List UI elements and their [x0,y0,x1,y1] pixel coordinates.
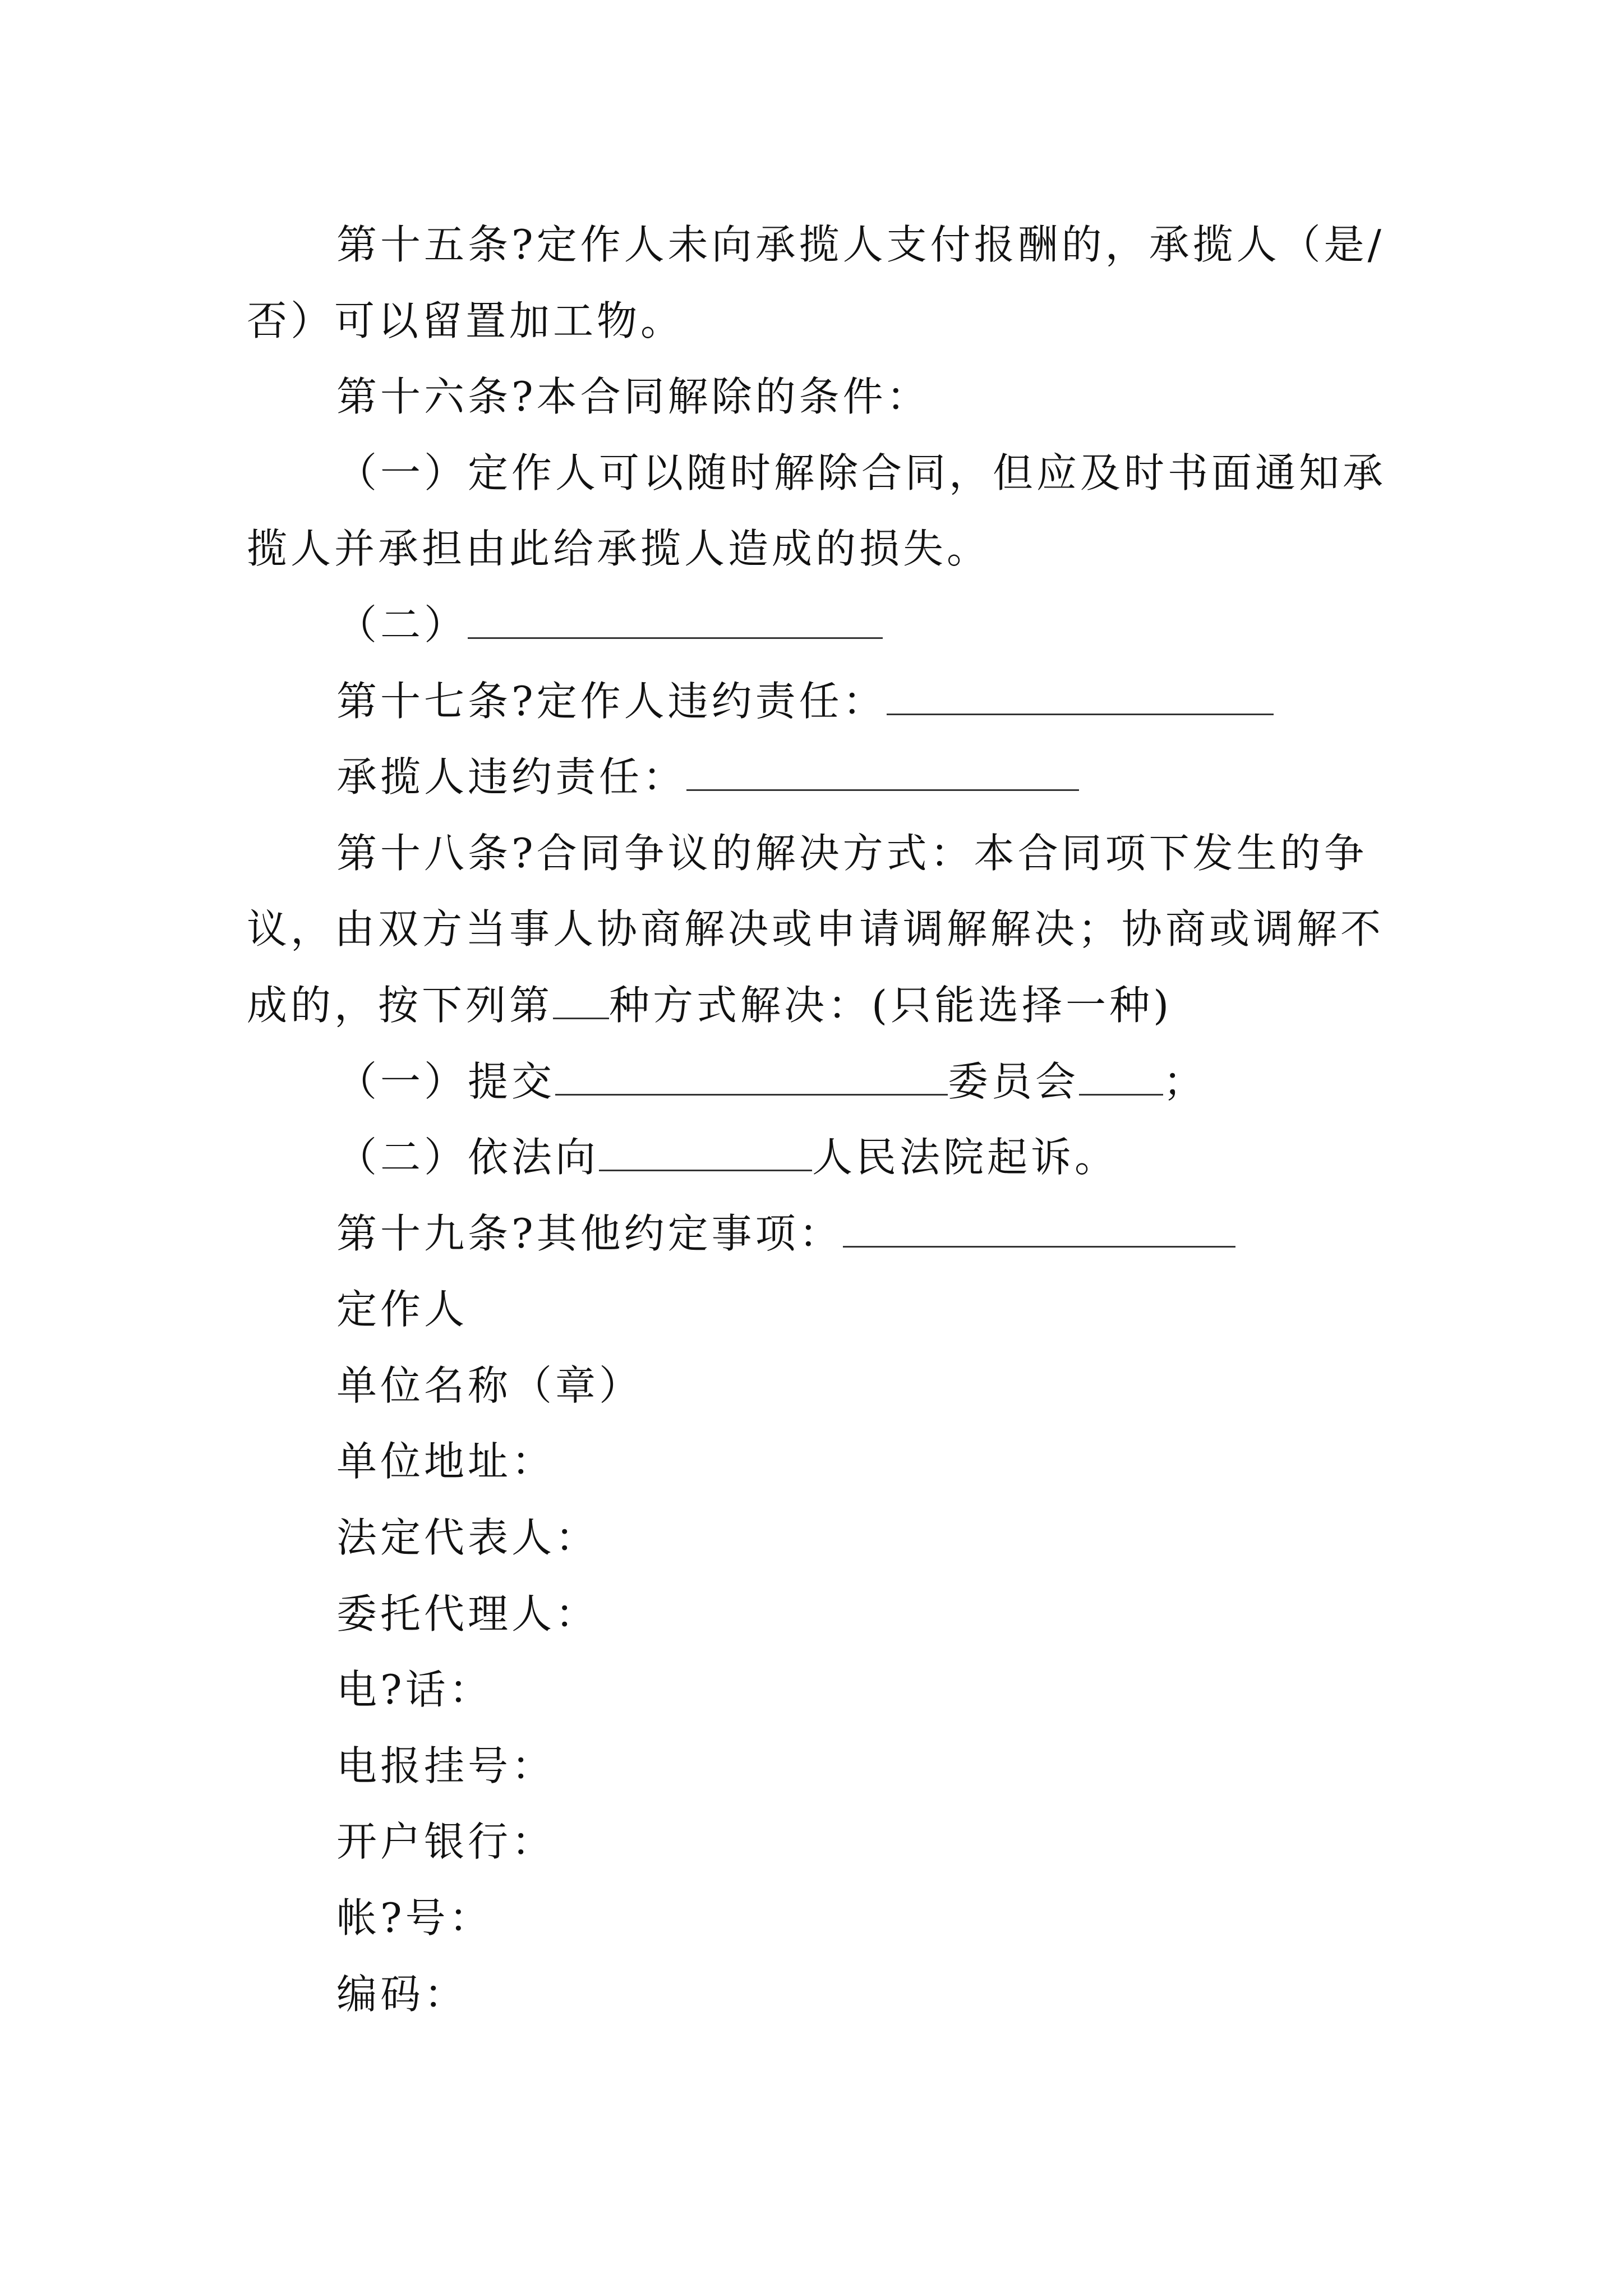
blank-field [686,753,1079,791]
article-18-line-2 [247,902,1391,956]
option-1-middle: 委员会 [948,1058,1080,1105]
contractor-liability-text: 承揽人违约责任： [336,753,687,800]
option-2-prefix: （二）依法向 [336,1134,600,1181]
blank-field [599,1134,812,1171]
article-19-text: 第十九条?其他约定事项： [336,1210,843,1257]
bank-label: 开户银行： [336,1818,556,1865]
contractor-liability-line [336,750,1391,804]
blank-field [843,1210,1235,1248]
signature-unit-name [336,1359,1391,1412]
postcode-label: 编码： [336,1971,468,2018]
article-15-text-cont: 否）可以留置加工物。 [247,297,685,344]
signature-account [336,1891,1391,1945]
article-15-line-1 [336,218,1391,272]
blank-field [887,678,1274,715]
article-18-text-cont: 议，由双方当事人协商解决或申请调解解决；协商或调解不 [247,905,1385,953]
article-16-text: 第十六条?本合同解除的条件： [336,373,930,420]
article-16-item-1-line-2 [247,522,1391,576]
blank-field [1079,1058,1163,1096]
option-1-suffix: ； [1163,1058,1207,1105]
article-16-item-1-text: （一）定作人可以随时解除合同，但应及时书面通知承 [336,449,1387,496]
article-15-text: 第十五条?定作人未向承揽人支付报酬的，承揽人（是/ [336,221,1385,268]
signature-bank [336,1815,1391,1869]
article-17-text: 第十七条?定作人违约责任： [336,678,887,725]
option-1-prefix: （一）提交 [336,1058,556,1105]
option-2-suffix: 人民法院起诉。 [812,1134,1119,1181]
article-18-line-1 [336,826,1391,880]
blank-field [555,1058,948,1096]
agent-label: 委托代理人： [336,1590,600,1637]
unit-name-label: 单位名称（章） [336,1362,643,1409]
signature-phone [336,1663,1391,1717]
article-18-text: 第十八条?合同争议的解决方式：本合同项下发生的争 [336,830,1368,877]
article-18-option-1 [336,1055,1391,1108]
article-18-line-3 [247,978,1391,1032]
article-16-heading [336,370,1391,424]
signature-telegraph [336,1739,1391,1793]
party-label: 定作人 [336,1286,468,1333]
unit-address-label: 单位地址： [336,1438,556,1485]
blank-field [553,982,609,1019]
article-18-option-2 [336,1130,1391,1184]
signature-agent [336,1587,1391,1641]
article-15-line-2 [247,294,1391,348]
article-16-item-1-line-1 [336,446,1391,500]
article-16-item-2-label: （二） [336,601,468,648]
article-17-line [336,674,1391,728]
signature-unit-address [336,1434,1391,1488]
account-label: 帐?号： [336,1894,493,1941]
article-19-line [336,1207,1391,1260]
legal-rep-label: 法定代表人： [336,1514,600,1561]
telegraph-label: 电报挂号： [336,1742,556,1789]
article-18-choice-prefix: 成的，按下列第 [247,982,554,1029]
article-18-choice-suffix: 种方式解决：(只能选择一种) [609,982,1173,1029]
signature-postcode [336,1967,1391,2021]
phone-label: 电?话： [336,1666,493,1713]
blank-field [468,601,883,639]
signature-party [336,1282,1391,1336]
article-16-item-1-text-cont: 揽人并承担由此给承揽人造成的损失。 [247,525,991,572]
signature-legal-rep [336,1511,1391,1565]
article-16-item-2 [336,598,1391,652]
